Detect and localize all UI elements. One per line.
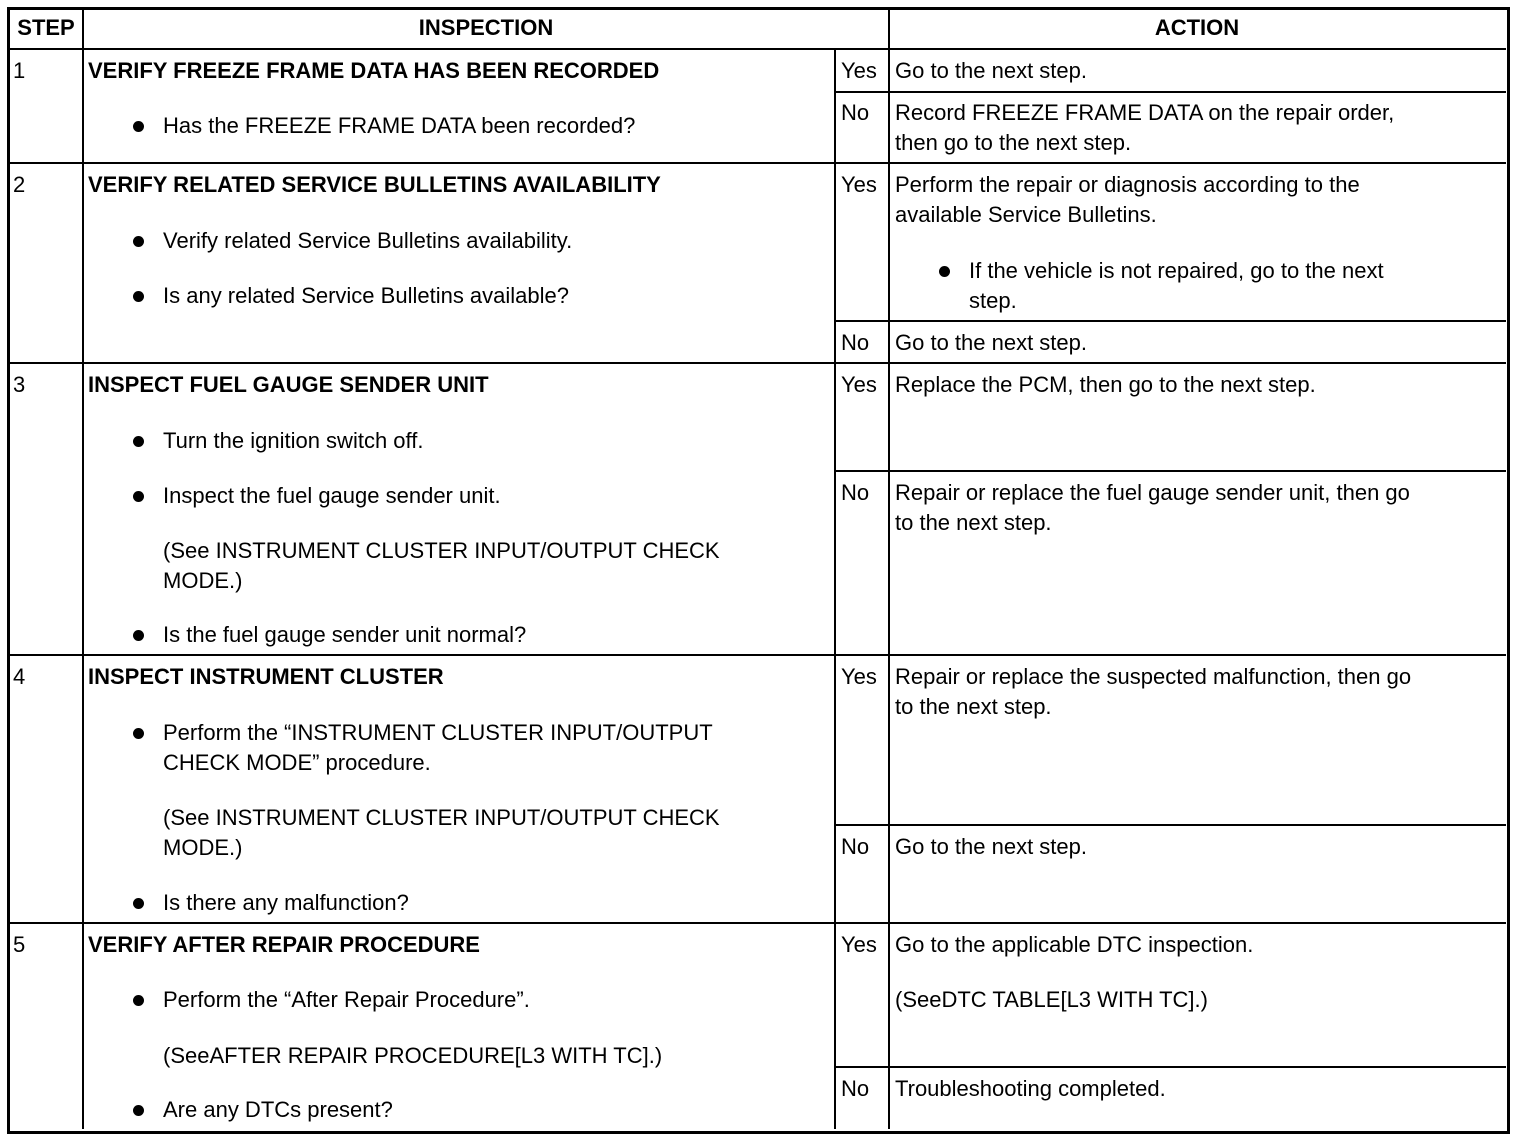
inspection-bullet: Inspect the fuel gauge sender unit.: [163, 483, 501, 508]
bullet-icon: [133, 436, 144, 447]
reference-note: (SeeDTC TABLE[L3 WITH TC].): [895, 987, 1208, 1012]
yes-label: Yes: [841, 172, 877, 197]
bullet-icon: [133, 898, 144, 909]
yes-label: Yes: [841, 932, 877, 957]
step-title: INSPECT INSTRUMENT CLUSTER: [88, 664, 444, 689]
step-number: 2: [13, 172, 26, 197]
step-number: 4: [13, 664, 26, 689]
yes-label: Yes: [841, 58, 877, 83]
inspection-bullet: Perform the “After Repair Procedure”.: [163, 987, 530, 1012]
no-label: No: [841, 834, 870, 859]
inspection-bullet: CHECK MODE” procedure.: [163, 750, 431, 775]
yes-action: available Service Bulletins.: [895, 202, 1157, 227]
inspection-bullet: Are any DTCs present?: [163, 1097, 393, 1122]
reference-note: MODE.): [163, 835, 243, 860]
bullet-icon: [133, 236, 144, 247]
header-step: STEP: [17, 15, 75, 40]
reference-note: MODE.): [163, 568, 243, 593]
yes-no-divider: [835, 320, 1506, 322]
inspection-bullet: Perform the “INSTRUMENT CLUSTER INPUT/OUTPUT: [163, 720, 713, 745]
inspection-bullet: Is the fuel gauge sender unit normal?: [163, 622, 527, 647]
step-number: 3: [13, 372, 26, 397]
col-divider: [834, 48, 836, 1129]
yes-label: Yes: [841, 372, 877, 397]
bullet-icon: [133, 728, 144, 739]
yes-no-divider: [835, 470, 1506, 472]
yes-label: Yes: [841, 664, 877, 689]
no-action: Go to the next step.: [895, 834, 1088, 859]
bullet-icon: [133, 491, 144, 502]
no-label: No: [841, 100, 870, 125]
yes-no-divider: [835, 91, 1506, 93]
no-action: then go to the next step.: [895, 130, 1132, 155]
no-label: No: [841, 330, 870, 355]
step-title: INSPECT FUEL GAUGE SENDER UNIT: [88, 372, 489, 397]
row-divider: [8, 654, 1506, 656]
yes-action: Perform the repair or diagnosis according to the: [895, 172, 1360, 197]
row-divider: [8, 362, 1506, 364]
col-divider: [888, 8, 890, 1129]
yes-action: Go to the next step.: [895, 58, 1088, 83]
bullet-icon: [133, 121, 144, 132]
step-number: 5: [13, 932, 26, 957]
header-action: ACTION: [1154, 15, 1240, 40]
yes-no-divider: [835, 824, 1506, 826]
yes-action: Replace the PCM, then go to the next step.: [895, 372, 1316, 397]
row-divider: [8, 162, 1506, 164]
action-bullet: step.: [969, 288, 1017, 313]
inspection-bullet: Is there any malfunction?: [163, 890, 409, 915]
yes-action: Repair or replace the suspected malfunction, then go: [895, 664, 1412, 689]
inspection-bullet: Verify related Service Bulletins availability.: [163, 228, 573, 253]
inspection-bullet: Is any related Service Bulletins available?: [163, 283, 570, 308]
no-action: Record FREEZE FRAME DATA on the repair order,: [895, 100, 1395, 125]
step-title: VERIFY FREEZE FRAME DATA HAS BEEN RECORDED: [88, 58, 660, 83]
yes-action: to the next step.: [895, 694, 1052, 719]
bullet-icon: [133, 291, 144, 302]
yes-action: Go to the applicable DTC inspection.: [895, 932, 1254, 957]
col-divider: [82, 8, 84, 1129]
row-divider: [8, 48, 1506, 50]
header-inspection: INSPECTION: [418, 15, 554, 40]
step-number: 1: [13, 58, 26, 83]
no-action: Go to the next step.: [895, 330, 1088, 355]
bullet-icon: [133, 630, 144, 641]
reference-note: (See INSTRUMENT CLUSTER INPUT/OUTPUT CHECK: [163, 538, 720, 563]
bullet-icon: [133, 1105, 144, 1116]
step-title: VERIFY AFTER REPAIR PROCEDURE: [88, 932, 480, 957]
no-action: Repair or replace the fuel gauge sender unit, then go: [895, 480, 1410, 505]
row-divider: [8, 922, 1506, 924]
no-label: No: [841, 1076, 870, 1101]
bullet-icon: [939, 266, 950, 277]
bullet-icon: [133, 995, 144, 1006]
yes-no-divider: [835, 1066, 1506, 1068]
reference-note: (See INSTRUMENT CLUSTER INPUT/OUTPUT CHECK: [163, 805, 720, 830]
no-action: to the next step.: [895, 510, 1052, 535]
inspection-bullet: Turn the ignition switch off.: [163, 428, 424, 453]
step-title: VERIFY RELATED SERVICE BULLETINS AVAILABILITY: [88, 172, 661, 197]
inspection-bullet: Has the FREEZE FRAME DATA been recorded?: [163, 113, 636, 138]
no-action: Troubleshooting completed.: [895, 1076, 1166, 1101]
no-label: No: [841, 480, 870, 505]
reference-note: (SeeAFTER REPAIR PROCEDURE[L3 WITH TC].): [163, 1043, 663, 1068]
action-bullet: If the vehicle is not repaired, go to the next: [969, 258, 1384, 283]
